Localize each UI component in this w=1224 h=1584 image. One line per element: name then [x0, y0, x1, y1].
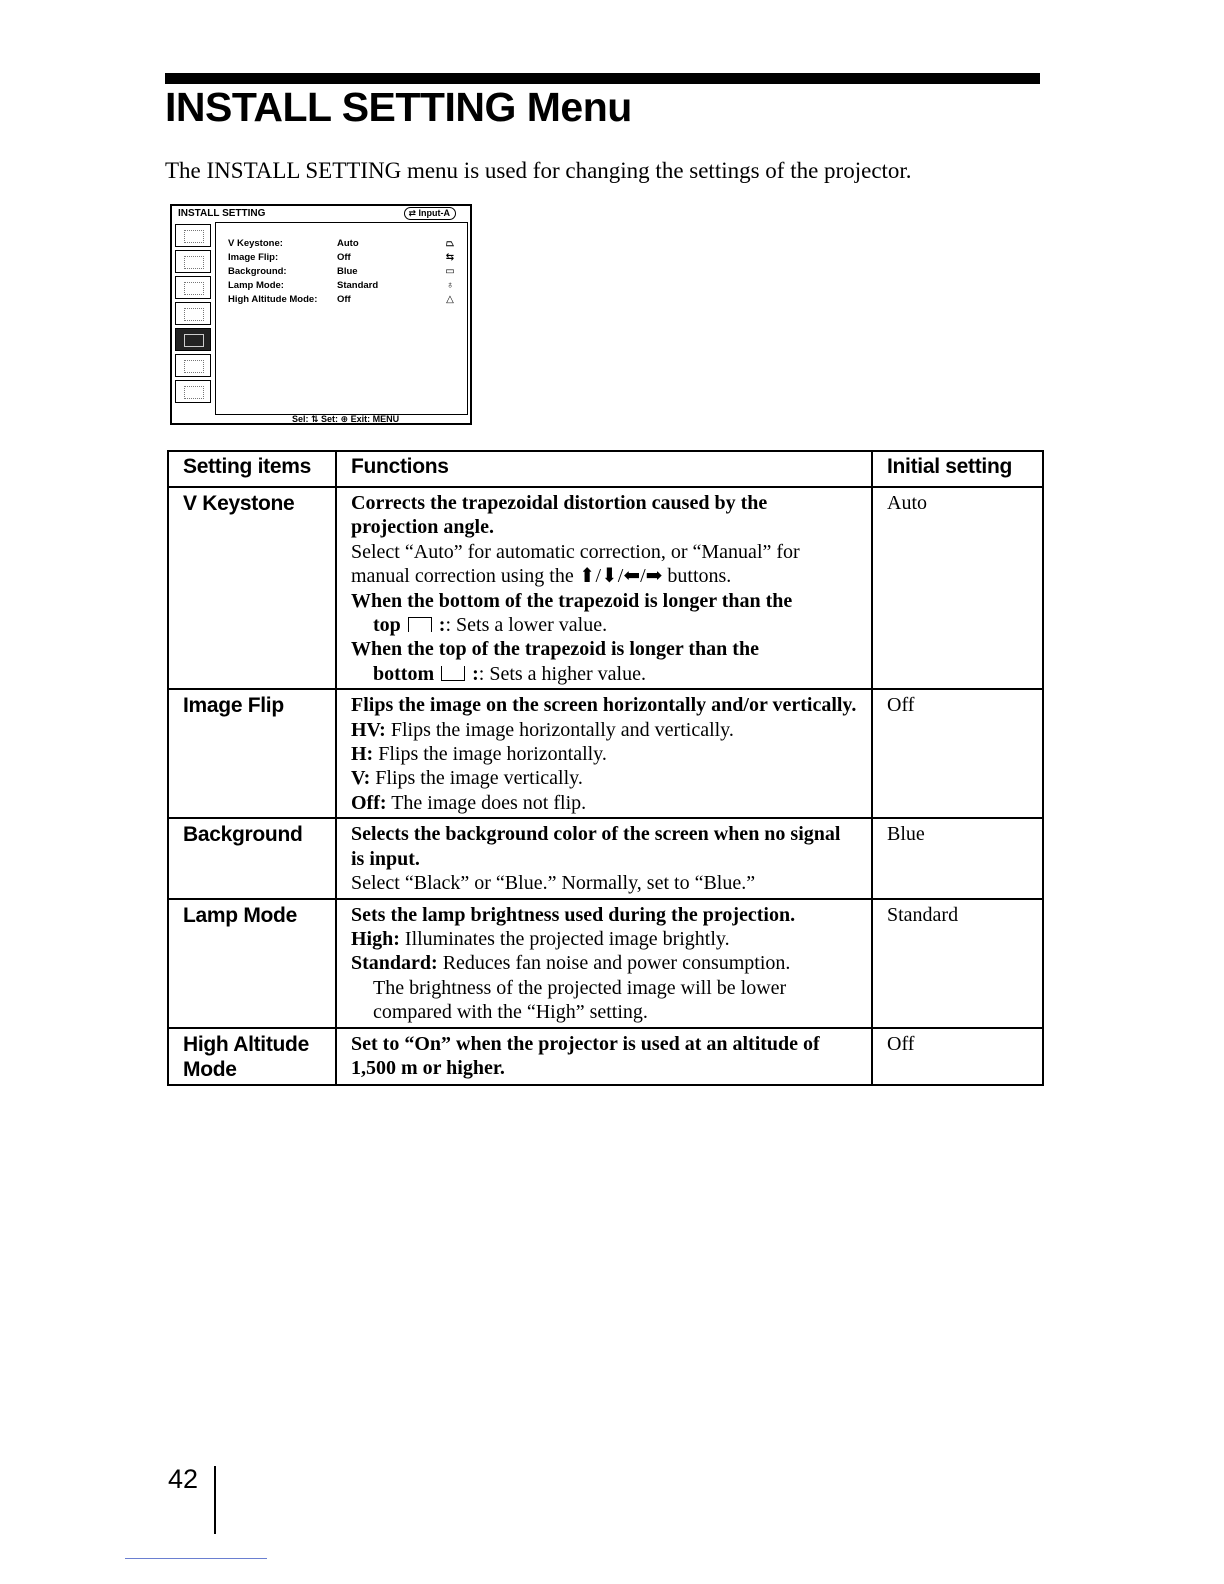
lamp-option-high: High: Illuminates the projected image brightly.: [351, 927, 730, 950]
keystone-case1-text: : Sets a lower value.: [445, 614, 608, 637]
background-icon: ▭: [445, 266, 455, 277]
setting-functions: [336, 818, 872, 898]
setting-item-name: Background: [168, 818, 336, 898]
initial-value: Blue: [872, 818, 1043, 898]
trapezoid-top-icon: [408, 617, 432, 632]
keystone-case2: bottom :: Sets a higher value.: [373, 662, 646, 685]
osd-row-lamp: [228, 279, 456, 293]
osd-row-flip: [228, 251, 456, 265]
initial-value: Off: [872, 689, 1043, 818]
setting-functions: [336, 487, 872, 689]
setting-item-name: Lamp Mode: [168, 899, 336, 1028]
osd-tab-information-icon: [175, 380, 211, 403]
osd-tab-operation-icon: [175, 302, 211, 325]
osd-row-key: Lamp Mode:: [228, 280, 284, 291]
osd-list: [228, 237, 456, 307]
intro-text: The INSTALL SETTING menu is used for changing the settings of the projector.: [165, 158, 912, 183]
table-row-background: [168, 818, 1043, 898]
function-lead: Flips the image on the screen horizontally and/or vertically.: [351, 694, 857, 717]
osd-main-panel: [215, 222, 468, 415]
keystone-icon: ⏢: [446, 238, 454, 249]
header-functions: Functions: [336, 451, 872, 487]
setting-item-name: V Keystone: [168, 487, 336, 689]
page-number: 42: [168, 1464, 199, 1494]
osd-row-value: Off: [337, 294, 351, 305]
osd-tab-install-setting-icon: [175, 328, 211, 351]
osd-tab-function-icon: [175, 276, 211, 299]
function-lead: Sets the lamp brightness used during the projection.: [351, 903, 796, 926]
flip-icon: ⇆: [445, 252, 455, 263]
table-row-keystone: [168, 487, 1043, 689]
osd-tab-screen-icon: [175, 250, 211, 273]
settings-table: [167, 450, 1044, 1086]
osd-row-value: Blue: [337, 266, 358, 277]
header-initial-setting: Initial setting: [872, 451, 1043, 487]
flip-option-v: V: Flips the image vertically.: [351, 767, 583, 790]
lamp-standard-note: The brightness of the projected image will be lower compared with the “High” setting.: [373, 976, 787, 1024]
function-lead: Selects the background color of the screen when no signal is input.: [351, 823, 841, 870]
osd-tab-menu-setting-icon: [175, 354, 211, 377]
keystone-case1-label: When the bottom of the trapezoid is longer than the: [351, 589, 793, 612]
header-setting-items: Setting items: [168, 451, 336, 487]
setting-item-name: High Altitude Mode: [168, 1028, 336, 1085]
function-lead: Set to “On” when the projector is used at an altitude of 1,500 m or higher.: [351, 1032, 820, 1079]
osd-tab-picture-icon: [175, 224, 211, 247]
table-row-image-flip: [168, 689, 1043, 818]
keystone-case1-word: top: [373, 614, 401, 637]
initial-value: Off: [872, 1028, 1043, 1085]
table-row-lamp-mode: [168, 899, 1043, 1028]
function-body: Select “Auto” for automatic correction, or “Manual” for manual correction using the ⬆/⬇/⬅/➡ buttons.: [351, 540, 800, 588]
osd-row-value: Auto: [337, 238, 359, 249]
osd-row-key: High Altitude Mode:: [228, 294, 318, 305]
osd-input-label: Input-A: [418, 208, 450, 218]
initial-value: Standard: [872, 899, 1043, 1028]
setting-functions: [336, 899, 872, 1028]
page-number-divider: [214, 1466, 216, 1534]
trapezoid-bottom-icon: [441, 666, 465, 681]
function-body: Select “Black” or “Blue.” Normally, set to “Blue.”: [351, 872, 756, 895]
keystone-case2-word: bottom: [373, 662, 435, 685]
footer-line: [125, 1558, 267, 1559]
osd-row-keystone: [228, 237, 456, 251]
setting-item-name: Image Flip: [168, 689, 336, 818]
osd-input-indicator: ⇄ Input-A: [404, 207, 456, 220]
osd-row-value: Standard: [337, 280, 379, 291]
altitude-icon: △: [446, 294, 454, 305]
lamp-icon: ♁: [446, 280, 454, 291]
flip-option-hv: HV: Flips the image horizontally and vertically.: [351, 718, 734, 741]
osd-row-key: V Keystone:: [228, 238, 283, 249]
osd-tab-column: [175, 224, 213, 406]
setting-functions: [336, 1028, 872, 1085]
osd-menu-illustration: [170, 204, 472, 425]
keystone-case2-text: : Sets a higher value.: [478, 662, 646, 685]
osd-row-key: Image Flip:: [228, 252, 279, 263]
flip-option-h: H: Flips the image horizontally.: [351, 743, 607, 766]
osd-footer-hints: Sel: ⇅ Set: ⊕ Exit: MENU: [292, 414, 400, 424]
initial-value: Auto: [872, 487, 1043, 689]
keystone-case1: top :: Sets a lower value.: [373, 614, 608, 637]
osd-row-background: [228, 265, 456, 279]
keystone-case2-label: When the top of the trapezoid is longer than the: [351, 638, 759, 661]
osd-row-altitude: [228, 293, 456, 307]
lamp-option-standard: Standard: Reduces fan noise and power consumption.: [351, 952, 791, 975]
osd-title: INSTALL SETTING: [178, 208, 266, 219]
page-title: INSTALL SETTING Menu: [165, 84, 632, 130]
table-header-row: [168, 451, 1043, 487]
table-row-high-altitude: [168, 1028, 1043, 1085]
top-rule: [165, 73, 1040, 84]
setting-functions: [336, 689, 872, 818]
osd-row-value: Off: [337, 252, 351, 263]
function-lead: Corrects the trapezoidal distortion caused by the projection angle.: [351, 492, 768, 539]
osd-row-key: Background:: [228, 266, 287, 277]
flip-option-off: Off: The image does not flip.: [351, 791, 587, 814]
